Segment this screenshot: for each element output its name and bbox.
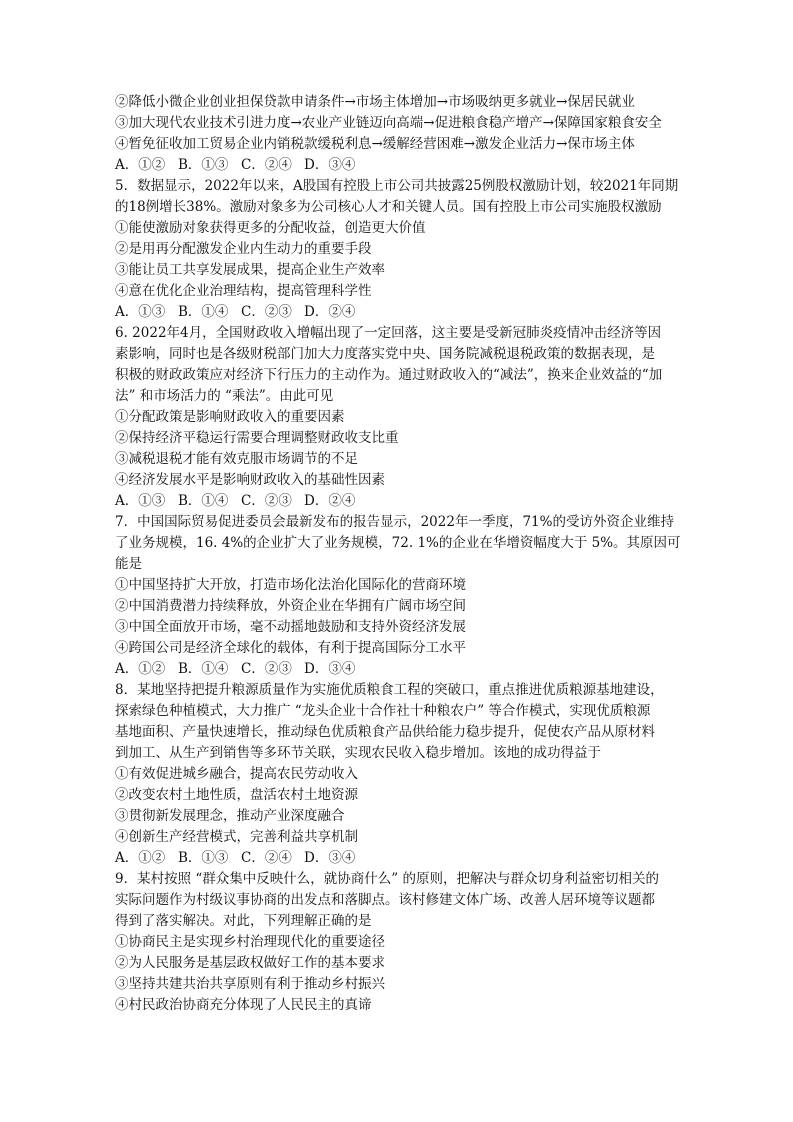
text-line: ②中国消费潜力持续释放，外资企业在华拥有广阔市场空间 — [115, 598, 466, 614]
text-line: 素影响，同时也是各级财税部门加大力度落实党中央、国务院减税退税政策的数据表现，是 — [115, 346, 655, 362]
text-line: ④创新生产经营模式，完善利益共享机制 — [115, 829, 358, 845]
text-line: ①协商民主是实现乡村治理现代化的重要途径 — [115, 934, 385, 950]
answer-option: A．①② — [115, 661, 166, 677]
answer-option: D．③④ — [304, 661, 356, 677]
text-line: ③能让员工共享发展成果，提高企业生产效率 — [115, 262, 385, 278]
text-line: ③中国全面放开市场，毫不动摇地鼓励和支持外资经济发展 — [115, 619, 466, 635]
text-line: ④意在优化企业治理结构，提高管理科学性 — [115, 283, 372, 299]
text-line: 5．数据显示，2022年以来，A股国有控股上市公司共披露25例股权激励计划，较2021年同期 — [115, 178, 679, 194]
answer-option: C．②④ — [241, 850, 292, 866]
answer-option: D．②④ — [304, 304, 356, 320]
text-line: 实际问题作为村级议事协商的出发点和落脚点。该村修建文体广场、改善人居环境等议题都 — [115, 892, 655, 908]
text-line: ①有效促进城乡融合，提高农民劳动收入 — [115, 766, 358, 782]
text-line: 6. 2022年4月，全国财政收入增幅出现了一定回落，这主要是受新冠肺炎疫情冲击经济等因 — [115, 325, 662, 341]
text-line: ②改变农村土地性质，盘活农村土地资源 — [115, 787, 358, 803]
answer-options — [115, 848, 680, 869]
answer-option: A．①③ — [115, 304, 166, 320]
text-line: 基地面积、产量快速增长，推动绿色优质粮食产品供给能力稳步提升，促使农产品从原材料 — [115, 724, 655, 740]
answer-option: C．②④ — [241, 157, 292, 173]
text-line: 7．中国国际贸易促进委员会最新发布的报告显示，2022年一季度，71%的受访外资企业维持 — [115, 514, 674, 530]
text-line: ④暂免征收加工贸易企业内销税款缓税利息→缓解经营困难→激发企业活力→保市场主体 — [115, 136, 635, 152]
text-line: ③加大现代农业技术引进力度→农业产业链迈向高端→促进粮食稳产增产→保障国家粮食安全 — [115, 115, 662, 131]
answer-option: A．①③ — [115, 493, 166, 509]
text-line: 8．某地坚持把提升粮源质量作为实施优质粮食工程的突破口，重点推进优质粮源基地建设， — [115, 682, 664, 698]
answer-options — [115, 659, 680, 680]
answer-option: B．①④ — [178, 304, 229, 320]
text-line: ②保持经济平稳运行需要合理调整财政收支比重 — [115, 430, 399, 446]
answer-option: D．③④ — [304, 157, 356, 173]
text-line: ②是用再分配激发企业内生动力的重要手段 — [115, 241, 372, 257]
text-line: ③减税退税才能有效克服市场调节的不足 — [115, 451, 358, 467]
answer-option: D．②④ — [304, 493, 356, 509]
answer-option: C．②③ — [241, 304, 292, 320]
text-line: 积极的财政政策应对经济下行压力的主动作为。通过财政收入的“减法”，换来企业效益的“加 — [115, 367, 663, 383]
answer-option: C．②③ — [241, 493, 292, 509]
answer-option: A．①② — [115, 157, 166, 173]
document-body — [115, 92, 680, 1016]
answer-options — [115, 302, 680, 323]
text-line: ①中国坚持扩大开放，打造市场化法治化国际化的营商环境 — [115, 577, 466, 593]
answer-options — [115, 155, 680, 176]
text-line: 到加工、从生产到销售等多环节关联，实现农民收入稳步增加。该地的成功得益于 — [115, 745, 601, 761]
text-line: ④村民政治协商充分体现了人民民主的真谛 — [115, 997, 372, 1013]
answer-option: B．①④ — [178, 661, 229, 677]
text-line: ②为人民服务是基层政权做好工作的基本要求 — [115, 955, 385, 971]
answer-option: C．②③ — [241, 661, 292, 677]
text-line: ④经济发展水平是影响财政收入的基础性因素 — [115, 472, 385, 488]
text-line: ④跨国公司是经济全球化的载体，有利于提高国际分工水平 — [115, 640, 466, 656]
answer-option: B．①④ — [178, 493, 229, 509]
answer-options — [115, 491, 680, 512]
answer-option: B．①③ — [178, 157, 229, 173]
text-line: 法” 和市场活力的 “乘法”。由此可见 — [115, 388, 334, 404]
text-line: ①能使激励对象获得更多的分配收益，创造更大价值 — [115, 220, 426, 236]
text-line: 得到了落实解决。对此，下列理解正确的是 — [115, 913, 372, 929]
text-line: 的18例增长38%。激励对象多为公司核心人才和关键人员。国有控股上市公司实施股权激励 — [115, 199, 662, 215]
text-line: 探索绿色种植模式，大力推广 “龙头企业十合作社十种粮农户” 等合作模式，实现优质粮源 — [115, 703, 651, 719]
text-line: 能是 — [115, 556, 142, 572]
text-line: ①分配政策是影响财政收入的重要因素 — [115, 409, 345, 425]
answer-option: B．①③ — [178, 850, 229, 866]
text-line: ③贯彻新发展理念，推动产业深度融合 — [115, 808, 345, 824]
text-line: ②降低小微企业创业担保贷款申请条件→市场主体增加→市场吸纳更多就业→保居民就业 — [115, 94, 635, 110]
text-line: ③坚持共建共治共享原则有利于推动乡村振兴 — [115, 976, 385, 992]
text-line: 了业务规模，16. 4%的企业扩大了业务规模，72. 1%的企业在华增资幅度大于 5%。其原因可 — [115, 535, 681, 551]
answer-option: D．③④ — [304, 850, 356, 866]
text-line: 9．某村按照 “群众集中反映什么，就协商什么” 的原则，把解决与群众切身利益密切相关的 — [115, 871, 659, 887]
answer-option: A．①② — [115, 850, 166, 866]
